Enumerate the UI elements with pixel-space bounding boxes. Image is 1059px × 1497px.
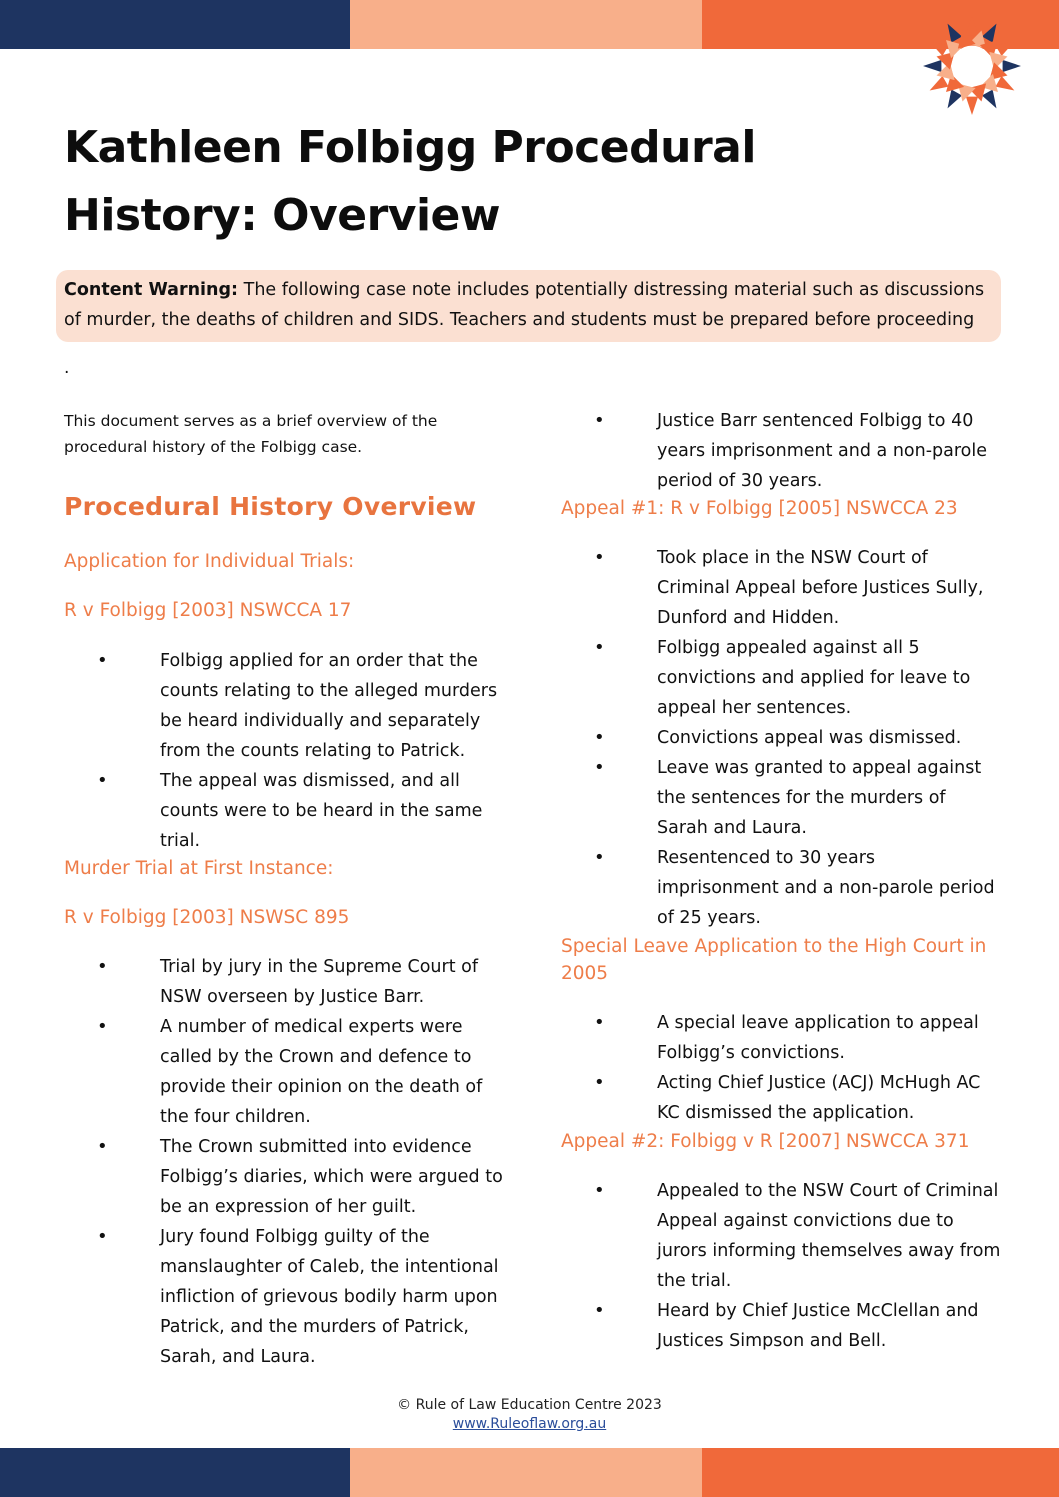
special-leave-list: [561, 1008, 1001, 1128]
bottom-color-band: [0, 1448, 1059, 1497]
section-heading: Procedural History Overview: [64, 492, 477, 521]
application-heading: Application for Individual Trials:: [64, 551, 355, 572]
stray-dot: .: [64, 358, 70, 378]
intro-paragraph: This document serves as a brief overview of the procedural history of the Folbigg case.: [64, 412, 438, 456]
list-item: • Heard by Chief Justice McClellan and Justices Simpson and Bell.: [561, 1296, 1001, 1356]
trial-list: [64, 952, 504, 1372]
list-item: • Appealed to the NSW Court of Criminal Appeal against convictions due to jurors informing themselves away from the trial.: [561, 1176, 1001, 1296]
top-band-peach: [350, 0, 702, 49]
top-color-band: [0, 0, 1059, 49]
list-item: • Leave was granted to appeal against the sentences for the murders of Sarah and Laura.: [561, 753, 1001, 843]
trial-citation: R v Folbigg [2003] NSWSC 895: [64, 907, 350, 928]
appeal2-heading: Appeal #2: Folbigg v R [2007] NSWCCA 371: [561, 1131, 970, 1152]
appeal1-list: [561, 543, 1001, 933]
trial-heading: Murder Trial at First Instance:: [64, 858, 334, 879]
bottom-band-peach: [350, 1448, 702, 1497]
application-citation: R v Folbigg [2003] NSWCCA 17: [64, 600, 352, 621]
footer-copyright: © Rule of Law Education Centre 2023: [397, 1397, 662, 1413]
list-item: • A number of medical experts were called by the Crown and defence to provide their opinion on the death of the four children.: [64, 1012, 504, 1132]
list-item: • Trial by jury in the Supreme Court of NSW overseen by Justice Barr.: [64, 952, 504, 1012]
list-item: • A special leave application to appeal Folbigg’s convictions.: [561, 1008, 1001, 1068]
appeal2-list: [561, 1176, 1001, 1356]
footer: [0, 1396, 1059, 1434]
list-item: • The appeal was dismissed, and all counts were to be heard in the same trial.: [64, 766, 504, 856]
starburst-logo-icon: [921, 15, 1023, 117]
footer-website-link[interactable]: www.Ruleoflaw.org.au: [452, 1416, 607, 1432]
list-item: • Took place in the NSW Court of Criminal Appeal before Justices Sully, Dunford and Hidden.: [561, 543, 1001, 633]
appeal1-heading: Appeal #1: R v Folbigg [2005] NSWCCA 23: [561, 498, 958, 519]
content-warning-text: The following case note includes potentially distressing material such as discussions of murder, the deaths of children and SIDS. Teachers and students must be prepared before proceeding: [64, 280, 985, 330]
application-list: [64, 646, 504, 856]
list-item: • The Crown submitted into evidence Folbigg’s diaries, which were argued to be an expression of her guilt.: [64, 1132, 504, 1222]
special-leave-heading: Special Leave Application to the High Court in 2005: [561, 936, 987, 984]
content-warning-label: Content Warning:: [64, 280, 239, 300]
list-item: • Folbigg applied for an order that the counts relating to the alleged murders be heard individually and separately from the counts relating to Patrick.: [64, 646, 504, 766]
list-item: • Folbigg appealed against all 5 convictions and applied for leave to appeal her sentences.: [561, 633, 1001, 723]
top-band-navy: [0, 0, 350, 49]
bottom-band-orange: [702, 1448, 1059, 1497]
sentence-list: [561, 406, 1001, 496]
list-item: • Resentenced to 30 years imprisonment and a non-parole period of 25 years.: [561, 843, 1001, 933]
list-item: • Justice Barr sentenced Folbigg to 40 years imprisonment and a non-parole period of 30 years.: [561, 406, 1001, 496]
page-title: Kathleen Folbigg Procedural History: Overview: [64, 122, 756, 241]
bottom-band-navy: [0, 1448, 350, 1497]
list-item: • Acting Chief Justice (ACJ) McHugh AC KC dismissed the application.: [561, 1068, 1001, 1128]
list-item: • Jury found Folbigg guilty of the manslaughter of Caleb, the intentional infliction of grievous bodily harm upon Patrick, and the murders of Patrick, Sarah, and Laura.: [64, 1222, 504, 1372]
list-item: • Convictions appeal was dismissed.: [561, 723, 1001, 753]
content-warning-box: [56, 270, 1001, 342]
